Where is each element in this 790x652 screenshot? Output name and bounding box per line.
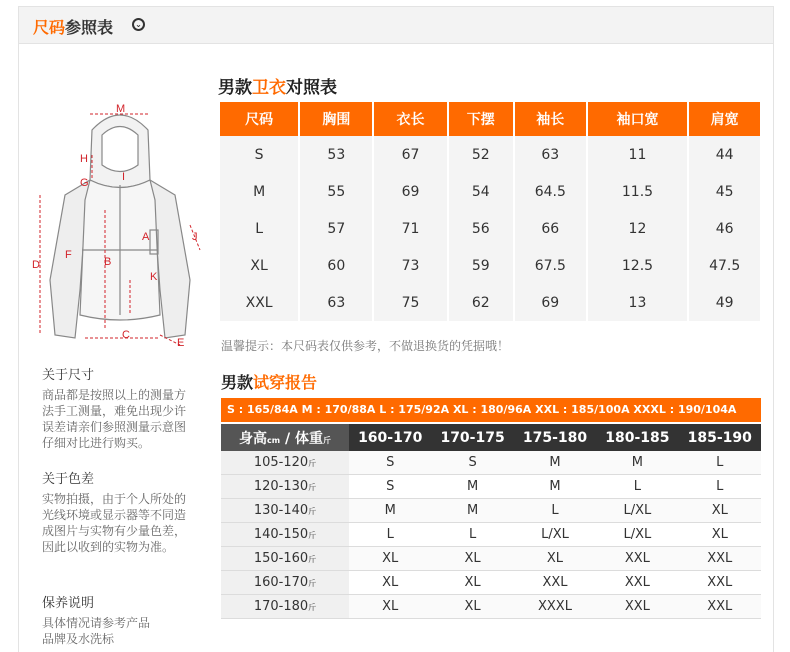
size-table-header: 胸围: [299, 102, 373, 136]
height-range-header: 180-185: [596, 424, 678, 451]
table-cell: S: [220, 136, 299, 173]
table-cell: 46: [688, 210, 760, 247]
label-b: B: [104, 256, 112, 268]
table-cell: XXL: [596, 595, 678, 619]
table-row: [220, 247, 760, 284]
table-cell: XL: [349, 595, 431, 619]
table-row: [220, 173, 760, 210]
table-row: [220, 136, 760, 173]
table-cell: M: [596, 451, 678, 475]
table-cell: M: [431, 499, 513, 523]
table-cell: 11.5: [587, 173, 689, 210]
table-cell: 49: [688, 284, 760, 321]
table-cell: XL: [349, 547, 431, 571]
weight-range-cell: 120-130斤: [221, 475, 349, 499]
table-cell: XXL: [220, 284, 299, 321]
size-table-header: 衣长: [373, 102, 447, 136]
table-cell: 45: [688, 173, 760, 210]
chevron-down-icon[interactable]: ⌄: [132, 18, 145, 31]
weight-range-cell: 170-180斤: [221, 595, 349, 619]
label-h: H: [80, 153, 88, 165]
weight-range-cell: 150-160斤: [221, 547, 349, 571]
size-legend-bar: S : 165/84A M : 170/88A L : 175/92A XL : 180/96A XXL : 185/100A XXXL : 190/104A: [221, 398, 761, 422]
label-i: I: [122, 171, 126, 183]
table-cell: S: [431, 451, 513, 475]
weight-range-cell: 140-150斤: [221, 523, 349, 547]
table-cell: XL: [220, 247, 299, 284]
table-cell: 66: [514, 210, 587, 247]
table-cell: L/XL: [596, 499, 678, 523]
fit-report-title: 男款试穿报告: [221, 373, 318, 392]
table-cell: XXL: [679, 595, 761, 619]
table-cell: 62: [448, 284, 514, 321]
table-row: [221, 451, 761, 475]
table-cell: 13: [587, 284, 689, 321]
size-table-title: 男款卫衣对照表: [218, 78, 337, 98]
label-f: F: [65, 249, 72, 261]
care-info: [42, 596, 152, 647]
size-table-header: 肩宽: [688, 102, 760, 136]
care-info-title: 保养说明: [42, 596, 95, 611]
height-range-header: 160-170: [349, 424, 431, 451]
table-cell: 57: [299, 210, 373, 247]
table-cell: 71: [373, 210, 447, 247]
table-row: [220, 284, 760, 321]
label-k: K: [150, 271, 158, 283]
table-cell: M: [431, 475, 513, 499]
table-cell: 12: [587, 210, 689, 247]
table-cell: XL: [431, 595, 513, 619]
jacket-measurement-diagram: [30, 100, 210, 350]
size-table-header: 袖口宽: [587, 102, 689, 136]
table-cell: S: [349, 475, 431, 499]
care-info-text: 具体情况请参考产品品牌及水洗标: [42, 616, 151, 646]
table-cell: L: [679, 475, 761, 499]
fit-report-table: [221, 424, 761, 619]
height-range-header: 170-175: [431, 424, 513, 451]
table-cell: M: [220, 173, 299, 210]
weight-range-cell: 130-140斤: [221, 499, 349, 523]
table-cell: XL: [349, 571, 431, 595]
fit-table-corner: 身高cm / 体重斤: [221, 424, 349, 451]
table-cell: XL: [679, 499, 761, 523]
table-row: [221, 475, 761, 499]
table-cell: 11: [587, 136, 689, 173]
table-cell: L: [514, 499, 596, 523]
table-cell: XL: [679, 523, 761, 547]
size-info-title: 关于尺寸: [42, 368, 95, 383]
table-cell: S: [349, 451, 431, 475]
table-cell: 53: [299, 136, 373, 173]
table-cell: XL: [431, 547, 513, 571]
table-cell: XXXL: [514, 595, 596, 619]
table-cell: 44: [688, 136, 760, 173]
table-cell: L: [679, 451, 761, 475]
table-cell: 64.5: [514, 173, 587, 210]
table-cell: L: [349, 523, 431, 547]
section-header: [18, 6, 774, 44]
table-row: [221, 595, 761, 619]
table-cell: 52: [448, 136, 514, 173]
table-row: [221, 547, 761, 571]
table-cell: 12.5: [587, 247, 689, 284]
table-row: [221, 571, 761, 595]
table-cell: L: [431, 523, 513, 547]
table-cell: XXL: [596, 547, 678, 571]
label-a: A: [142, 231, 150, 243]
table-cell: 75: [373, 284, 447, 321]
table-cell: 54: [448, 173, 514, 210]
table-cell: XXL: [679, 571, 761, 595]
size-table-header: 袖长: [514, 102, 587, 136]
table-row: [221, 499, 761, 523]
table-cell: XXL: [596, 571, 678, 595]
table-cell: L: [596, 475, 678, 499]
table-cell: 63: [299, 284, 373, 321]
label-c: C: [122, 329, 130, 341]
table-row: [220, 210, 760, 247]
table-cell: M: [514, 475, 596, 499]
height-range-header: 185-190: [679, 424, 761, 451]
table-cell: 47.5: [688, 247, 760, 284]
table-cell: 67: [373, 136, 447, 173]
table-cell: XXL: [679, 547, 761, 571]
disclaimer-note: 温馨提示：本尺码表仅供参考，不做退换货的凭据哦！: [221, 339, 510, 353]
table-cell: XL: [431, 571, 513, 595]
table-cell: 69: [373, 173, 447, 210]
table-cell: M: [514, 451, 596, 475]
color-info: [42, 472, 194, 555]
label-d: D: [32, 259, 40, 271]
weight-range-cell: 105-120斤: [221, 451, 349, 475]
weight-range-cell: 160-170斤: [221, 571, 349, 595]
table-cell: XXL: [514, 571, 596, 595]
size-table-header: 尺码: [220, 102, 299, 136]
table-cell: 67.5: [514, 247, 587, 284]
table-cell: L/XL: [596, 523, 678, 547]
size-table-header: 下摆: [448, 102, 514, 136]
table-cell: 69: [514, 284, 587, 321]
label-j: J: [192, 231, 198, 243]
table-row: [221, 523, 761, 547]
table-cell: 60: [299, 247, 373, 284]
size-info: [42, 368, 194, 451]
page-title: 尺码参照表: [33, 18, 114, 37]
label-g: G: [80, 177, 89, 189]
label-m: M: [116, 103, 126, 115]
color-info-title: 关于色差: [42, 472, 95, 487]
height-range-header: 175-180: [514, 424, 596, 451]
table-cell: XL: [514, 547, 596, 571]
color-info-text: 实物拍摄，由于个人所处的光线环境或显示器等不同造成图片与实物有少量色差，因此以收到的实物为准。: [42, 492, 187, 554]
table-cell: 63: [514, 136, 587, 173]
table-cell: 73: [373, 247, 447, 284]
table-cell: 55: [299, 173, 373, 210]
table-cell: 59: [448, 247, 514, 284]
table-cell: 56: [448, 210, 514, 247]
size-table: [220, 102, 760, 321]
table-cell: L: [220, 210, 299, 247]
table-cell: M: [349, 499, 431, 523]
label-e: E: [177, 337, 185, 349]
table-cell: L/XL: [514, 523, 596, 547]
size-info-text: 商品都是按照以上的测量方法手工测量，难免出现少许误差请亲们参照测量示意图仔细对比进行购买。: [42, 388, 187, 450]
